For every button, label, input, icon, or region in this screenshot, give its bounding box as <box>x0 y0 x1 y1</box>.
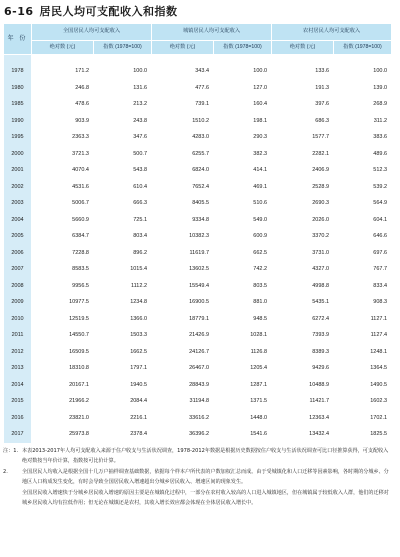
national-absolute-cell: 16509.5 <box>32 344 94 361</box>
year-cell: 2004 <box>4 212 32 229</box>
rural-index-cell: 100.0 <box>334 55 392 80</box>
table-row <box>4 393 392 410</box>
national-absolute-cell: 903.9 <box>32 113 94 130</box>
rural-index-cell: 767.7 <box>334 261 392 278</box>
urban-index-cell: 198.1 <box>214 113 272 130</box>
year-column-header: 年 份 <box>4 24 32 55</box>
note-number: 1. <box>13 448 19 454</box>
rural-absolute-cell: 2026.0 <box>272 212 334 229</box>
year-cell: 1990 <box>4 113 32 130</box>
urban-absolute-cell: 21426.9 <box>152 327 214 344</box>
national-index-cell: 2378.4 <box>94 426 152 443</box>
rural-absolute-cell: 6272.4 <box>272 311 334 328</box>
year-cell: 2003 <box>4 195 32 212</box>
year-cell: 2012 <box>4 344 32 361</box>
table-row <box>4 129 392 146</box>
rural-absolute-cell: 13432.4 <box>272 426 334 443</box>
rural-index-cell: 139.0 <box>334 80 392 97</box>
group-header-urban: 城镇居民人均可支配收入 <box>152 24 272 41</box>
urban-absolute-cell: 36396.2 <box>152 426 214 443</box>
year-cell: 2008 <box>4 278 32 295</box>
national-absolute-cell: 18310.8 <box>32 360 94 377</box>
national-absolute-cell: 21966.2 <box>32 393 94 410</box>
rural-absolute-cell: 3731.0 <box>272 245 334 262</box>
table-body <box>4 55 392 443</box>
urban-index-cell: 1205.4 <box>214 360 272 377</box>
rural-absolute-cell: 10488.9 <box>272 377 334 394</box>
national-absolute-cell: 246.8 <box>32 80 94 97</box>
table-row <box>4 96 392 113</box>
urban-index-cell: 160.4 <box>214 96 272 113</box>
sub-header-urban-index: 指数 (1978=100) <box>214 41 272 55</box>
national-index-cell: 2216.1 <box>94 410 152 427</box>
rural-index-cell: 311.2 <box>334 113 392 130</box>
table-row <box>4 360 392 377</box>
urban-index-cell: 1126.8 <box>214 344 272 361</box>
urban-absolute-cell: 739.1 <box>152 96 214 113</box>
national-absolute-cell: 8583.5 <box>32 261 94 278</box>
rural-index-cell: 383.6 <box>334 129 392 146</box>
year-cell: 2014 <box>4 377 32 394</box>
table-number: 6-16 <box>4 5 34 18</box>
rural-index-cell: 1127.1 <box>334 311 392 328</box>
urban-index-cell: 662.5 <box>214 245 272 262</box>
rural-index-cell: 539.2 <box>334 179 392 196</box>
rural-index-cell: 1490.5 <box>334 377 392 394</box>
rural-absolute-cell: 5435.1 <box>272 294 334 311</box>
urban-index-cell: 290.3 <box>214 129 272 146</box>
urban-index-cell: 742.2 <box>214 261 272 278</box>
national-absolute-cell: 4531.6 <box>32 179 94 196</box>
rural-absolute-cell: 12363.4 <box>272 410 334 427</box>
note-item <box>3 467 393 509</box>
rural-index-cell: 1825.5 <box>334 426 392 443</box>
national-index-cell: 1234.8 <box>94 294 152 311</box>
year-cell: 1995 <box>4 129 32 146</box>
year-cell: 2002 <box>4 179 32 196</box>
sub-header-urban-absolute: 绝对数 (元) <box>152 41 214 55</box>
urban-absolute-cell: 6255.7 <box>152 146 214 163</box>
urban-absolute-cell: 477.6 <box>152 80 214 97</box>
table-row <box>4 80 392 97</box>
urban-index-cell: 600.9 <box>214 228 272 245</box>
national-index-cell: 1940.5 <box>94 377 152 394</box>
national-absolute-cell: 6384.7 <box>32 228 94 245</box>
national-index-cell: 100.0 <box>94 55 152 80</box>
year-cell: 2005 <box>4 228 32 245</box>
rural-absolute-cell: 133.6 <box>272 55 334 80</box>
rural-absolute-cell: 4327.0 <box>272 261 334 278</box>
table-row <box>4 212 392 229</box>
urban-index-cell: 948.5 <box>214 311 272 328</box>
year-cell: 1985 <box>4 96 32 113</box>
sub-header-national-absolute: 绝对数 (元) <box>32 41 94 55</box>
rural-index-cell: 512.3 <box>334 162 392 179</box>
urban-absolute-cell: 6824.0 <box>152 162 214 179</box>
national-absolute-cell: 25973.8 <box>32 426 94 443</box>
national-index-cell: 896.2 <box>94 245 152 262</box>
year-cell: 2006 <box>4 245 32 262</box>
urban-index-cell: 1028.1 <box>214 327 272 344</box>
rural-index-cell: 564.9 <box>334 195 392 212</box>
table-row <box>4 228 392 245</box>
table-title <box>4 3 178 19</box>
note-body <box>22 467 393 509</box>
year-cell: 2010 <box>4 311 32 328</box>
national-absolute-cell: 5660.9 <box>32 212 94 229</box>
rural-absolute-cell: 2282.1 <box>272 146 334 163</box>
urban-index-cell: 469.1 <box>214 179 272 196</box>
rural-index-cell: 1364.5 <box>334 360 392 377</box>
year-cell: 2016 <box>4 410 32 427</box>
national-index-cell: 543.8 <box>94 162 152 179</box>
rural-index-cell: 268.9 <box>334 96 392 113</box>
urban-absolute-cell: 10382.3 <box>152 228 214 245</box>
rural-absolute-cell: 2406.9 <box>272 162 334 179</box>
note-marker <box>3 467 22 509</box>
table-row <box>4 410 392 427</box>
rural-absolute-cell: 2690.3 <box>272 195 334 212</box>
note-paragraph: 全国居民收入增速快于分城乡居民收入增速的原因主要是在城镇化过程中，一部分在农村收入较高的人口进入城镇地区，但在城镇属于较低收入人群，他们的迁移对城乡居民收入均有拉低作用；但无论在城镇还是农村，其收入增长效应都会体现在全体居民收入增长中。 <box>22 489 389 507</box>
table-row <box>4 377 392 394</box>
sub-header-rural-index: 指数 (1978=100) <box>334 41 392 55</box>
national-index-cell: 131.6 <box>94 80 152 97</box>
table-row <box>4 195 392 212</box>
rural-index-cell: 833.4 <box>334 278 392 295</box>
urban-absolute-cell: 13602.5 <box>152 261 214 278</box>
table-row <box>4 327 392 344</box>
rural-absolute-cell: 11421.7 <box>272 393 334 410</box>
table-row <box>4 146 392 163</box>
national-index-cell: 1503.3 <box>94 327 152 344</box>
table-row <box>4 344 392 361</box>
national-absolute-cell: 14550.7 <box>32 327 94 344</box>
urban-index-cell: 1371.5 <box>214 393 272 410</box>
note-paragraph: 本表2013-2017年人均可支配收入来源于住户收支与生活状况调查，1978-2012年数据是根据历史数据按住户收支与生活状况调查可比口径推算获得，可支配收入绝对数按当年价计算，指数按可比价计算。 <box>22 448 389 465</box>
national-absolute-cell: 4070.4 <box>32 162 94 179</box>
table-header <box>4 24 392 55</box>
national-absolute-cell: 7228.8 <box>32 245 94 262</box>
national-index-cell: 666.3 <box>94 195 152 212</box>
rural-index-cell: 1127.4 <box>334 327 392 344</box>
note-body <box>22 446 393 467</box>
urban-absolute-cell: 11619.7 <box>152 245 214 262</box>
urban-index-cell: 100.0 <box>214 55 272 80</box>
rural-absolute-cell: 2528.9 <box>272 179 334 196</box>
year-cell: 2013 <box>4 360 32 377</box>
table-row <box>4 311 392 328</box>
national-index-cell: 1797.1 <box>94 360 152 377</box>
national-absolute-cell: 10977.5 <box>32 294 94 311</box>
year-cell: 1978 <box>4 55 32 80</box>
sub-header-national-index: 指数 (1978=100) <box>94 41 152 55</box>
table-row <box>4 55 392 80</box>
table-row <box>4 162 392 179</box>
national-index-cell: 500.7 <box>94 146 152 163</box>
year-cell: 2011 <box>4 327 32 344</box>
rural-absolute-cell: 191.3 <box>272 80 334 97</box>
national-index-cell: 803.4 <box>94 228 152 245</box>
table-row <box>4 294 392 311</box>
urban-absolute-cell: 8405.5 <box>152 195 214 212</box>
national-index-cell: 347.6 <box>94 129 152 146</box>
rural-index-cell: 489.6 <box>334 146 392 163</box>
national-index-cell: 725.1 <box>94 212 152 229</box>
national-index-cell: 610.4 <box>94 179 152 196</box>
note-item <box>3 446 393 467</box>
national-index-cell: 1112.2 <box>94 278 152 295</box>
national-absolute-cell: 5006.7 <box>32 195 94 212</box>
rural-absolute-cell: 9429.6 <box>272 360 334 377</box>
national-absolute-cell: 9956.5 <box>32 278 94 295</box>
national-index-cell: 1662.5 <box>94 344 152 361</box>
rural-absolute-cell: 4998.8 <box>272 278 334 295</box>
year-cell: 2000 <box>4 146 32 163</box>
urban-index-cell: 414.1 <box>214 162 272 179</box>
urban-absolute-cell: 9334.8 <box>152 212 214 229</box>
national-absolute-cell: 171.2 <box>32 55 94 80</box>
rural-index-cell: 697.6 <box>334 245 392 262</box>
national-index-cell: 213.2 <box>94 96 152 113</box>
table-title-text: 居民人均可支配收入和指数 <box>39 5 178 18</box>
urban-index-cell: 510.6 <box>214 195 272 212</box>
year-cell: 2001 <box>4 162 32 179</box>
urban-index-cell: 1287.1 <box>214 377 272 394</box>
urban-absolute-cell: 31194.8 <box>152 393 214 410</box>
rural-absolute-cell: 8389.3 <box>272 344 334 361</box>
table-row <box>4 278 392 295</box>
income-table-container <box>3 23 391 443</box>
urban-absolute-cell: 33616.2 <box>152 410 214 427</box>
rural-index-cell: 1602.3 <box>334 393 392 410</box>
note-number: 2. <box>3 468 8 475</box>
urban-absolute-cell: 4283.0 <box>152 129 214 146</box>
year-cell: 2007 <box>4 261 32 278</box>
note-paragraph: 全国居民人均收入是根据全国十几万户抽样调查基础数据，依据每个样本户所代表的户数加权汇总而成。由于受城镇化和人口迁移等因素影响，各时期的分城乡、分地区人口构成发生变化，有时会导致全国居民收入增速超出分城乡居民收入、增速区间的现象发生。 <box>22 468 389 486</box>
national-index-cell: 1015.4 <box>94 261 152 278</box>
year-cell: 2017 <box>4 426 32 443</box>
urban-absolute-cell: 1510.2 <box>152 113 214 130</box>
rural-index-cell: 1248.1 <box>334 344 392 361</box>
urban-absolute-cell: 28843.9 <box>152 377 214 394</box>
urban-absolute-cell: 343.4 <box>152 55 214 80</box>
national-absolute-cell: 478.6 <box>32 96 94 113</box>
table-row <box>4 113 392 130</box>
note-marker <box>3 446 22 467</box>
national-index-cell: 1366.0 <box>94 311 152 328</box>
rural-index-cell: 646.6 <box>334 228 392 245</box>
year-cell: 1980 <box>4 80 32 97</box>
rural-absolute-cell: 3370.2 <box>272 228 334 245</box>
table-row <box>4 245 392 262</box>
national-index-cell: 243.8 <box>94 113 152 130</box>
rural-index-cell: 604.1 <box>334 212 392 229</box>
national-absolute-cell: 23821.0 <box>32 410 94 427</box>
urban-index-cell: 549.0 <box>214 212 272 229</box>
income-table <box>3 23 392 443</box>
rural-absolute-cell: 1577.7 <box>272 129 334 146</box>
national-absolute-cell: 2363.3 <box>32 129 94 146</box>
sub-header-rural-absolute: 绝对数 (元) <box>272 41 334 55</box>
notes-prefix: 注： <box>3 448 14 454</box>
national-absolute-cell: 3721.3 <box>32 146 94 163</box>
urban-index-cell: 127.0 <box>214 80 272 97</box>
national-absolute-cell: 20167.1 <box>32 377 94 394</box>
urban-index-cell: 803.5 <box>214 278 272 295</box>
national-absolute-cell: 12519.5 <box>32 311 94 328</box>
group-header-rural: 农村居民人均可支配收入 <box>272 24 392 41</box>
table-row <box>4 179 392 196</box>
table-row <box>4 426 392 443</box>
national-index-cell: 2084.4 <box>94 393 152 410</box>
urban-absolute-cell: 24126.7 <box>152 344 214 361</box>
year-cell: 2009 <box>4 294 32 311</box>
rural-absolute-cell: 686.3 <box>272 113 334 130</box>
urban-absolute-cell: 7652.4 <box>152 179 214 196</box>
rural-absolute-cell: 7393.9 <box>272 327 334 344</box>
urban-absolute-cell: 15549.4 <box>152 278 214 295</box>
group-header-national: 全国居民人均可支配收入 <box>32 24 152 41</box>
notes-section <box>3 446 393 508</box>
urban-absolute-cell: 16900.5 <box>152 294 214 311</box>
urban-absolute-cell: 26467.0 <box>152 360 214 377</box>
urban-index-cell: 881.0 <box>214 294 272 311</box>
table-row <box>4 261 392 278</box>
year-cell: 2015 <box>4 393 32 410</box>
rural-index-cell: 908.3 <box>334 294 392 311</box>
rural-absolute-cell: 397.6 <box>272 96 334 113</box>
urban-index-cell: 1448.0 <box>214 410 272 427</box>
urban-index-cell: 382.3 <box>214 146 272 163</box>
urban-absolute-cell: 18779.1 <box>152 311 214 328</box>
urban-index-cell: 1541.6 <box>214 426 272 443</box>
rural-index-cell: 1702.1 <box>334 410 392 427</box>
